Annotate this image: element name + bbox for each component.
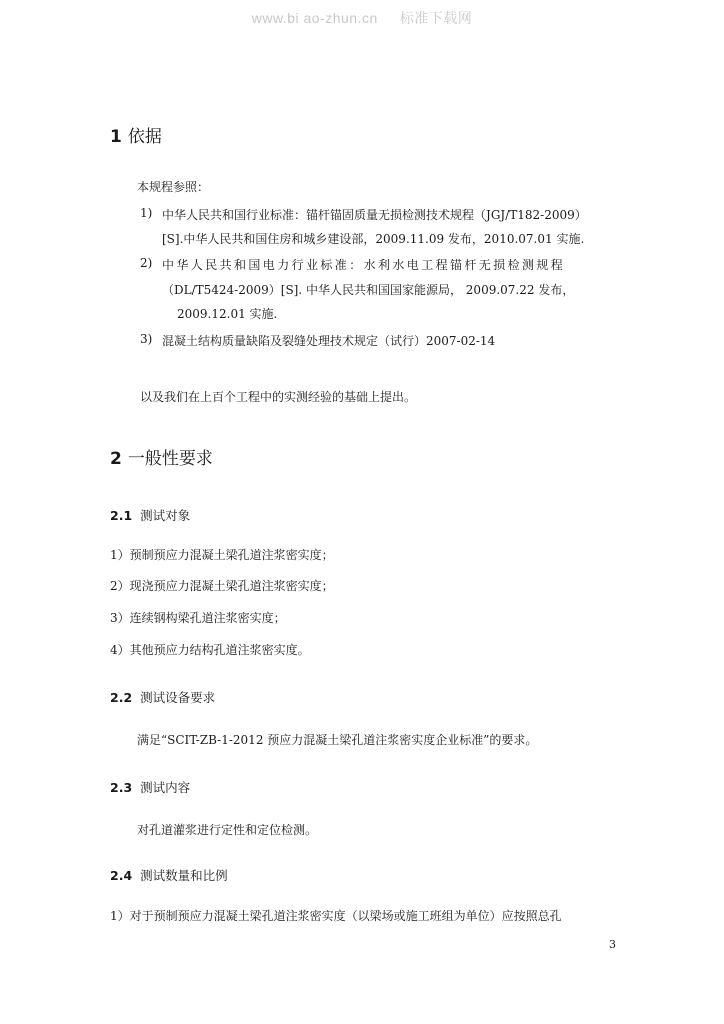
section-2-title: 一般性要求 [127,449,213,469]
list-item-number: 4） [110,643,130,657]
section-1-closing: 以及我们在上百个工程中的实测经验的基础上提出。 [140,390,417,404]
section-2-3-text: 对孔道灌浆进行定性和定位检测。 [137,823,318,837]
section-2-4-heading [110,866,228,884]
section-2-1-heading [110,506,190,524]
ref-3-num: 3) [140,332,153,346]
section-1-heading [110,122,162,147]
section-2-heading [110,444,213,469]
list-item-number: 1） [110,909,130,923]
list-item-number: 2） [110,579,130,593]
section-2-1-number: 2.1 [110,508,133,523]
section-2-number: 2 [110,449,122,469]
section-2-2-number: 2.2 [110,690,133,705]
section-2-1-title: 测试对象 [140,508,191,523]
section-2-2-title: 测试设备要求 [140,690,216,705]
watermark-url: www.bi ao-zhun.cn [251,10,378,26]
watermark [0,8,724,28]
list-item [110,641,310,658]
list-item [110,609,286,626]
ref-2-line-3: 2009.12.01 实施. [177,307,278,321]
section-2-4-title: 测试数量和比例 [140,868,228,883]
section-2-3-number: 2.3 [110,780,133,795]
section-2-3-heading [110,778,190,796]
list-item-text: 连续钢构梁孔道注浆密实度； [129,611,286,625]
list-item-number: 1） [110,548,130,562]
ref-1-line-1: 中华人民共和国行业标准：锚杆锚固质量无损检测技术规程（JGJ/T182-2009） [162,208,587,222]
section-2-2-text: 满足“SCIT-ZB-1-2012 预应力混凝土梁孔道注浆密实度企业标准”的要求。 [137,733,538,747]
section-2-4-item [110,907,562,924]
ref-3-line-1: 混凝土结构质量缺陷及裂缝处理技术规定（试行）2007-02-14 [162,334,496,348]
list-item-number: 3） [110,611,130,625]
watermark-site: 标准下载网 [399,10,473,26]
section-1-number: 1 [110,127,122,147]
list-item-text: 现浇预应力混凝土梁孔道注浆密实度； [129,579,334,593]
section-1-title: 依据 [127,127,162,147]
ref-1-line-2: [S].中华人民共和国住房和城乡建设部，2009.11.09 发布，2010.07.01 实施. [162,232,585,246]
page-number: 3 [609,938,616,951]
ref-2-line-1: 中华人民共和国电力行业标准：水利水电工程锚杆无损检测规程 [162,258,566,272]
ref-1-num: 1) [140,206,153,220]
list-item-text: 对于预制预应力混凝土梁孔道注浆密实度（以梁场或施工班组为单位）应按照总孔 [129,909,562,923]
ref-2-num: 2) [140,256,153,270]
list-item [110,546,334,563]
section-2-3-title: 测试内容 [140,780,191,795]
list-item [110,577,334,594]
section-2-4-number: 2.4 [110,868,133,883]
list-item-text: 预制预应力混凝土梁孔道注浆密实度； [129,548,334,562]
section-1-intro: 本规程参照： [137,180,210,194]
list-item-text: 其他预应力结构孔道注浆密实度。 [129,643,310,657]
ref-2-line-2: （DL/T5424-2009）[S]. 中华人民共和国国家能源局， 2009.07.22 发布， [162,283,575,297]
section-2-2-heading [110,688,215,706]
